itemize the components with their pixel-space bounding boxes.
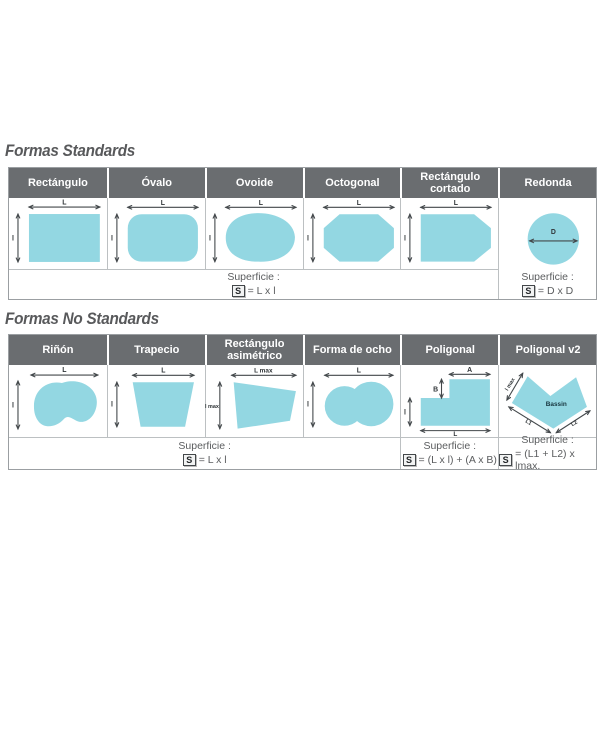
width-dimension-arrow	[213, 214, 217, 261]
dim-label-L1: L1	[524, 418, 533, 428]
dim-label-B: B	[433, 386, 439, 394]
shape-cell-forma-de-ocho	[303, 365, 401, 437]
surface-expression: = (L1 + L2) x lmax.	[515, 447, 575, 473]
width-dimension-arrow	[16, 214, 20, 262]
dim-label-l: l	[110, 235, 113, 243]
circle-shape	[528, 213, 579, 264]
rectangle-shape	[29, 214, 100, 262]
b-dimension-arrow	[440, 379, 444, 398]
basin-label: Bassin	[545, 400, 567, 408]
cut-rectangle-shape	[421, 214, 491, 261]
width-dimension-arrow	[115, 214, 119, 261]
dim-label-l: l	[404, 409, 407, 417]
section-title-standards: Formas Standards	[5, 141, 136, 160]
surface-formula-line	[499, 448, 596, 473]
surface-label: Superficie :	[423, 440, 476, 453]
surface-label: Superficie :	[227, 271, 280, 284]
surface-formula-standards	[9, 269, 498, 299]
shape-cell-trapecio	[107, 365, 205, 437]
polygonal-l-shape	[421, 379, 490, 425]
dim-label-L: L	[454, 199, 459, 207]
column-header-redonda: Redonda	[498, 168, 596, 198]
kidney-shape	[34, 381, 97, 426]
shape-cell-octogonal	[303, 198, 401, 269]
ovoid-shape-diagram	[206, 198, 303, 269]
circle-shape-diagram	[499, 198, 596, 269]
surface-symbol: S	[403, 454, 416, 466]
surface-formula-redonda	[498, 269, 596, 299]
shape-cell-rectangulo-asimetrico	[205, 365, 303, 437]
column-header-ovoide: Ovoide	[205, 168, 303, 198]
dim-label-L: L	[160, 199, 165, 207]
dim-label-L: L	[258, 199, 263, 207]
surface-formula-line	[403, 454, 497, 467]
dim-label-l: l	[208, 235, 211, 243]
dim-label-L: L	[62, 367, 67, 375]
oval-shape-diagram	[108, 198, 205, 269]
dim-label-l-max: l max	[204, 403, 219, 410]
column-header-octogonal: Octogonal	[303, 168, 401, 198]
dim-label-l: l	[306, 401, 309, 409]
octagon-shape-diagram	[304, 198, 401, 269]
column-header-ovalo: Óvalo	[107, 168, 205, 198]
surface-expression: = L x l	[247, 285, 276, 297]
dim-label-L2: L2	[570, 419, 579, 429]
oval-shape	[128, 214, 198, 261]
surface-formula-line	[232, 285, 276, 298]
dim-label-l-max: l max	[504, 377, 517, 393]
trapezoid-shape	[133, 382, 194, 426]
dim-label-D: D	[551, 228, 557, 236]
dim-label-l: l	[110, 401, 113, 409]
surface-symbol: S	[499, 454, 512, 466]
dim-label-L: L	[161, 367, 166, 375]
dim-label-L-max: L max	[253, 367, 273, 375]
figure-eight-shape	[324, 382, 393, 426]
column-header-rectangulo-asimetrico: Rectángulo asimétrico	[205, 335, 303, 365]
asymmetric-rectangle-shape	[233, 382, 295, 428]
dim-label-l: l	[12, 402, 14, 410]
surface-formula-line	[183, 454, 227, 467]
column-header-poligonal: Poligonal	[400, 335, 498, 365]
polygonal-shape-diagram	[401, 365, 498, 437]
width-dimension-arrow	[408, 214, 412, 261]
surface-symbol: S	[183, 454, 196, 466]
kidney-shape-diagram	[9, 365, 107, 437]
surface-label: Superficie :	[521, 434, 574, 447]
width-dimension-arrow	[311, 214, 315, 261]
trapezoid-shape-diagram	[108, 365, 205, 437]
dim-label-l: l	[306, 235, 309, 243]
width-dimension-arrow	[16, 381, 20, 429]
shape-cell-rectangulo	[9, 198, 107, 269]
surface-symbol: S	[522, 285, 535, 297]
shape-cell-poligonal-v2	[498, 365, 596, 437]
shape-cell-rinon	[9, 365, 107, 437]
shape-cell-poligonal	[400, 365, 498, 437]
column-header-rectangulo-cortado: Rectángulo cortado	[400, 168, 498, 198]
surface-expression: = D x D	[537, 284, 574, 297]
width-dimension-arrow	[311, 382, 315, 426]
section-title-no-standards: Formas No Standards	[5, 309, 159, 328]
dim-label-A: A	[467, 366, 473, 374]
ovoid-shape	[225, 213, 294, 262]
rectangle-shape-diagram	[9, 198, 107, 269]
no-standards-table	[8, 334, 597, 473]
column-header-rectangulo: Rectángulo	[9, 168, 107, 198]
shape-cell-ovoide	[205, 198, 303, 269]
surface-formula-poligonal-v2	[498, 434, 596, 473]
cut-rectangle-shape-diagram	[401, 198, 498, 269]
shape-cell-rectangulo-cortado	[400, 198, 498, 269]
polygonal-v2-shape-diagram	[499, 365, 596, 437]
surface-expression: = L x l	[198, 454, 227, 466]
column-header-rinon: Riñón	[9, 335, 107, 365]
surface-formula-no-standards	[9, 437, 400, 469]
pool-shapes-chart	[0, 141, 603, 744]
dim-label-L: L	[453, 431, 458, 439]
figure-eight-shape-diagram	[304, 365, 401, 437]
surface-label: Superficie :	[178, 440, 231, 453]
width-dimension-arrow	[115, 382, 119, 426]
surface-symbol: S	[232, 285, 245, 297]
width-dimension-arrow	[408, 398, 412, 426]
standards-table	[8, 167, 597, 300]
dim-label-L: L	[356, 199, 361, 207]
surface-label: Superficie :	[521, 270, 574, 283]
surface-formula-line	[522, 285, 573, 298]
shape-cell-ovalo	[107, 198, 205, 269]
shape-cell-redonda	[498, 198, 596, 269]
asymmetric-rectangle-shape-diagram	[206, 365, 303, 437]
octagon-shape	[323, 214, 393, 261]
column-header-trapecio: Trapecio	[107, 335, 205, 365]
dim-label-L: L	[356, 367, 361, 375]
dim-label-l: l	[404, 235, 407, 243]
surface-formula-poligonal	[400, 437, 498, 469]
column-header-poligonal-v2: Poligonal v2	[498, 335, 596, 365]
dim-label-l: l	[12, 235, 14, 243]
column-header-forma-de-ocho: Forma de ocho	[303, 335, 401, 365]
dim-label-L: L	[62, 199, 67, 207]
surface-expression: = (L x l) + (A x B)	[418, 454, 497, 466]
